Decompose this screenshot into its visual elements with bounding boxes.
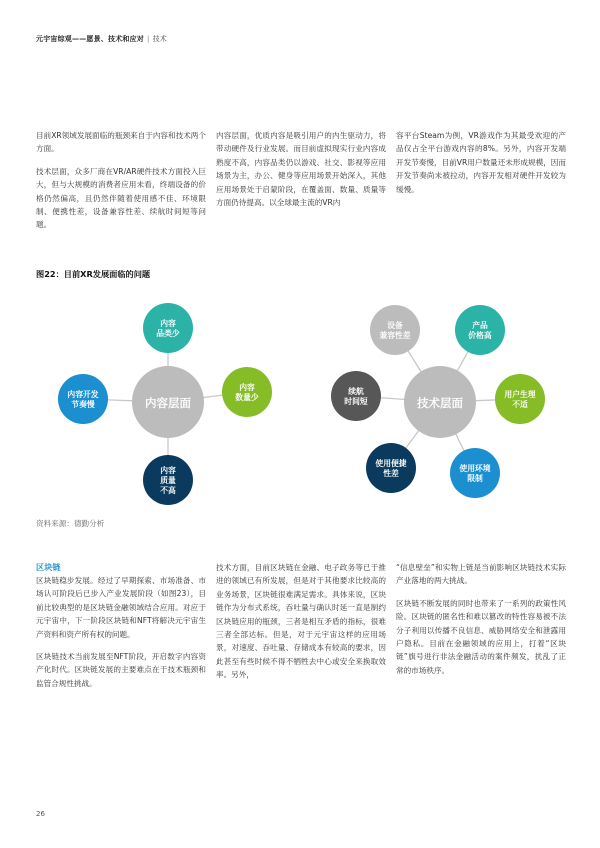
technology-layer-node-circle — [450, 448, 500, 498]
technology-layer-node-circle — [495, 374, 545, 424]
technology-layer-node-label: 性差 — [383, 469, 399, 478]
header-separator: | — [147, 35, 150, 43]
technology-layer-node-label: 用户生理 — [504, 390, 536, 399]
paragraph: 目前XR领域发展面临的瓶颈来自于内容和技术两个方面。 — [36, 131, 206, 154]
section-label: 技术 — [152, 35, 167, 43]
technology-layer-node-circle — [331, 371, 381, 421]
content-layer-cluster — [58, 303, 272, 505]
technology-layer-node-circle — [455, 305, 505, 355]
blockchain-column-3 — [396, 561, 566, 686]
content-layer-node-label: 内容 — [160, 466, 176, 475]
page-number: 26 — [36, 810, 45, 818]
content-layer-node-label: 内容开发 — [67, 390, 99, 399]
technology-layer-node-label: 时间短 — [344, 397, 368, 406]
technology-layer-node-label: 价格高 — [468, 331, 492, 340]
paragraph: 区块链不断发展的同时也带来了一系列的政策性风险。区块链的匿名性和难以篡改的特性容易被不法分子利用以传播不良信息、威胁网络安全和泄露用户隐私。目前在金融领域的应用上，打着“区块链”旗号进行非法金融活动的案件频发，扰乱了正常的市场秩序。 — [396, 598, 566, 675]
content-layer-node-circle — [143, 303, 193, 353]
content-layer-center-label: 内容层面 — [145, 396, 191, 410]
paragraph: 技术方面，目前区块链在金融、电子政务等已于推进的领域已有所发展，但是对于其他要求比较高的业务场景，区块链很难满足需求。具体来说，区块链作为分布式系统，吞吐量与确认时延一直是制约区块链应用的瓶颈，三者是相互矛盾的指标，很难三者全部达标。但是，对于元宇宙这样的应用场景，对速度、吞吐量、存储成本有较高的要求，因此甚至有些时候不得不牺牲去中心或安全来换取效率。另外， — [216, 563, 386, 680]
technology-layer-center-label: 技术层面 — [417, 396, 463, 410]
paragraph: 容平台Steam为例，VR游戏作为其最受欢迎的产品仅占全平台游戏内容的8%。另外，内容开发端开发节奏慢，目前VR用户数量还未形成规模，因而开发节奏尚未被拉动，内容开发相对硬件开发较为缓慢。 — [396, 131, 566, 194]
technology-layer-node-label: 不适 — [512, 400, 528, 409]
technology-layer-node-label: 设备 — [387, 321, 403, 330]
section-heading: 区块链 — [36, 562, 61, 572]
content-layer-node-label: 品类少 — [156, 329, 180, 338]
figure-title: 图22：目前XR发展面临的问题 — [36, 269, 151, 279]
content-layer-node-circle — [222, 367, 272, 417]
technology-layer-node-label: 使用便捷 — [375, 459, 407, 468]
content-layer-node-label: 数量少 — [235, 393, 259, 402]
content-layer-node-label: 内容 — [160, 319, 176, 328]
content-layer-node-label: 节奏慢 — [71, 400, 95, 409]
technology-layer-node-label: 续航 — [348, 387, 364, 396]
paragraph: 技术层面，众多厂商在VR/AR硬件技术方面投入巨大，但与大规模的消费者应用未看，终端设备的价格仍然偏高，且仍然伴随着使用感不佳、环境限制、便携性差，设备兼容性差、续航时间短等问题。 — [36, 166, 206, 230]
technology-layer-cluster — [331, 305, 545, 498]
content-layer-node-circle — [58, 374, 108, 424]
content-layer-node-label: 不高 — [160, 486, 176, 495]
technology-layer-node-label: 使用环境 — [459, 464, 491, 473]
technology-layer-node-circle — [370, 305, 420, 355]
technology-layer-node-label: 产品 — [472, 321, 488, 330]
report-title: 元宇宙综观——愿景、技术和应对 — [36, 35, 144, 43]
content-layer-node-label: 质量 — [160, 476, 176, 485]
technology-layer-node-label: 兼容性差 — [379, 331, 411, 340]
blockchain-column-1 — [36, 561, 206, 699]
technology-layer-node-label: 限制 — [467, 474, 483, 483]
paragraph: 内容层面，优质内容是吸引用户的内生驱动力，将带动硬件及行业发展。而目前虚拟现实行业内容成熟度不高，内容品类仍以游戏、社交、影视等应用场景为主，办公、健身等应用场景开始深入，其他应用场景处于启蒙阶段，在覆盖面、数量、质量等方面仍待提高。以全球最主流的VR内 — [216, 131, 386, 208]
paragraph: 区块链技术当前发展至NFT阶段，开启数字内容资产化时代。区块链发展的主要难点在于技术瓶颈和监管合规性挑战。 — [36, 652, 206, 688]
paragraph: “信息壁垒”和实物上链是当前影响区块链技术实际产业落地的两大挑战。 — [396, 563, 566, 586]
blockchain-column-2 — [216, 561, 386, 691]
figure-source: 资料来源：德勤分析 — [36, 519, 105, 528]
paragraph: 区块链稳步发展。经过了早期探索、市场准备、市场认可阶段后已步入产业发展阶段（如图23），目前比较典型的是区块链金融领域结合应用。对应于元宇宙中，下一阶段区块链和NFT将解决元宇宙生产资料和资产所有权的问题。 — [36, 576, 206, 639]
content-layer-node-label: 内容 — [239, 383, 255, 392]
technology-layer-node-circle — [366, 443, 416, 493]
